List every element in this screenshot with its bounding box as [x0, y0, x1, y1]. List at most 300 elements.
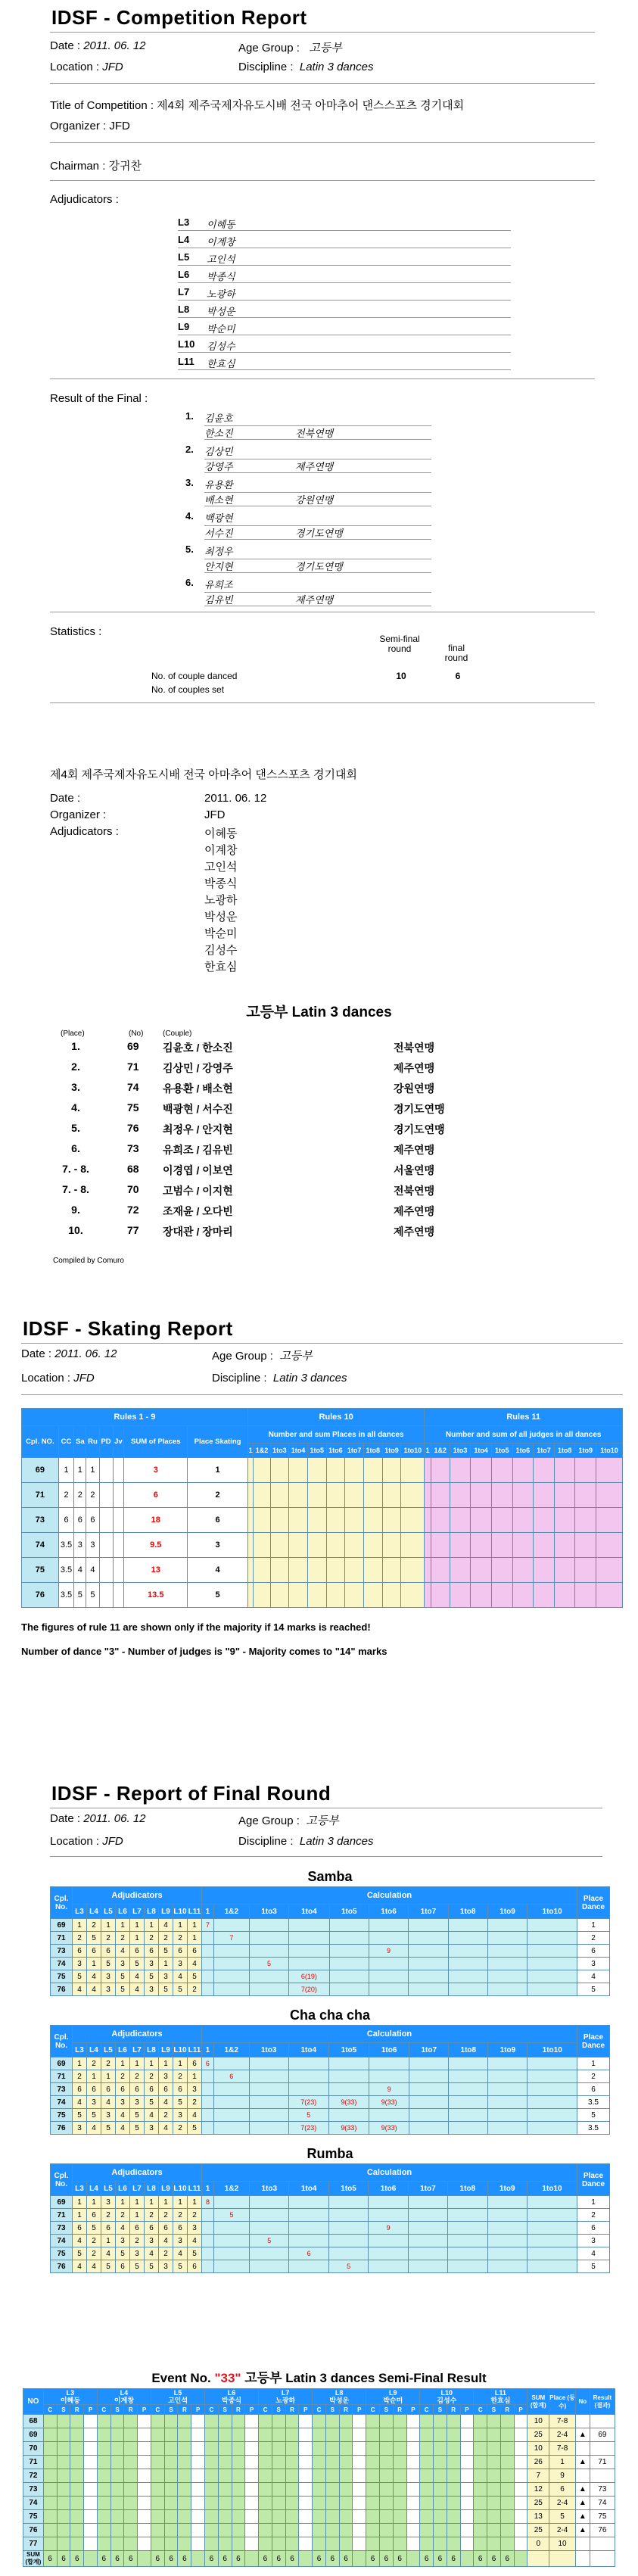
semi-mark-cell	[97, 2456, 110, 2469]
rules10-cell	[307, 1483, 326, 1508]
fr-age-label: Age Group :	[238, 1814, 300, 1827]
semi-dance-letter: R	[178, 2405, 191, 2415]
judge-mark: 3	[173, 2235, 188, 2247]
calc-cell	[289, 1958, 329, 1970]
rules11-cell	[596, 1533, 623, 1558]
semi-mark-cell	[164, 2497, 178, 2510]
skating-sa: 1	[74, 1458, 86, 1483]
semi-mark-cell	[325, 2524, 339, 2537]
semi-mark-cell	[339, 2483, 353, 2497]
semi-mark-cell	[110, 2483, 124, 2497]
semi-mark-cell	[285, 2415, 299, 2428]
semi-mark-cell	[313, 2497, 326, 2510]
judge-mark: 2	[101, 2209, 116, 2222]
semi-sum: 26	[528, 2456, 549, 2469]
result-entry	[185, 475, 435, 509]
semi-mark-cell	[339, 2456, 353, 2469]
semi-mark-cell	[420, 2497, 434, 2510]
semi-mark-cell	[245, 2524, 259, 2537]
dance-place: 3.5	[577, 2096, 610, 2109]
semi-place: 10	[549, 2537, 576, 2551]
judge-mark: 2	[145, 2209, 159, 2222]
semi-mark-cell	[151, 2469, 164, 2483]
semi-mark-cell	[366, 2469, 380, 2483]
semi-mark-cell	[285, 2469, 299, 2483]
judge-col-header: L3	[73, 1905, 87, 1919]
calc-cell	[449, 2122, 488, 2135]
judge-mark: 3	[116, 1958, 130, 1970]
calc-cell: 7(20)	[289, 1983, 329, 1996]
judge-mark: 1	[101, 2070, 116, 2083]
summary-couple: 유용환 / 배소현	[163, 1082, 233, 1095]
judge-col-header: L10	[173, 2043, 188, 2057]
judge-col-header: L10	[173, 1905, 188, 1919]
semi-sum: 25	[528, 2428, 549, 2442]
semi-mark-cell	[325, 2483, 339, 2497]
skating-row	[22, 1558, 623, 1583]
summary-adjudicator: 한효심	[204, 961, 238, 973]
semi-mark-cell	[353, 2497, 366, 2510]
rules11-cell	[431, 1533, 450, 1558]
semi-sum: 0	[528, 2537, 549, 2551]
semi-mark-cell	[339, 2510, 353, 2524]
rules10-cell	[326, 1558, 345, 1583]
semi-mark-cell	[393, 2483, 406, 2497]
judge-mark: 6	[87, 2209, 101, 2222]
semi-mark-cell	[379, 2497, 393, 2510]
semi-result: 75	[590, 2510, 615, 2524]
judge-mark: 4	[188, 2109, 202, 2122]
summary-no: 74	[127, 1081, 139, 1093]
semi-mark-cell	[500, 2456, 514, 2469]
calc-cell	[213, 2057, 249, 2070]
semi-mark-cell	[205, 2469, 219, 2483]
calc-cell	[449, 2057, 488, 2070]
calc-cell	[289, 1932, 329, 1945]
rules11-cell	[512, 1458, 534, 1483]
calc-cell	[449, 2096, 488, 2109]
sk-age-value: 고등부	[279, 1350, 313, 1363]
calc-cell	[249, 1970, 288, 1983]
dance-cpl-no: 74	[51, 2235, 73, 2247]
semi-judge-header	[259, 2389, 313, 2405]
calc-col-header: 1to7	[409, 1905, 448, 1919]
semi-mark-cell	[124, 2415, 138, 2428]
rules10-cell	[363, 1583, 382, 1608]
calc-cell	[369, 1970, 408, 1983]
calc-cell	[528, 1983, 577, 1996]
semi-dance-letter: R	[70, 2405, 84, 2415]
semi-mark-cell	[406, 2524, 420, 2537]
dance-place: 3.5	[577, 2122, 610, 2135]
semi-mark-cell	[353, 2510, 366, 2524]
semi-mark-cell	[313, 2510, 326, 2524]
semi-recall-mark: ▲	[575, 2497, 590, 2510]
semi-mark-cell	[205, 2483, 219, 2497]
rules11-cell	[575, 1583, 596, 1608]
semi-recall-mark: ▲	[575, 2456, 590, 2469]
semi-mark-cell	[406, 2415, 420, 2428]
calc-cell	[369, 2057, 409, 2070]
semi-mark-cell	[366, 2456, 380, 2469]
judge-mark: 1	[130, 2209, 145, 2222]
skating-col-header: Jv	[113, 1426, 124, 1458]
rules10-cell	[307, 1533, 326, 1558]
semi-mark-cell	[460, 2428, 474, 2442]
judge-mark: 5	[101, 2260, 116, 2273]
semi-mark-cell	[420, 2456, 434, 2469]
semi-mark-cell	[84, 2510, 98, 2524]
dance-cpl-no: 75	[51, 1970, 73, 1983]
judge-col-header: L4	[87, 2043, 101, 2057]
rules10-cell	[307, 1558, 326, 1583]
semi-mark-cell	[447, 2442, 460, 2456]
adjudicator-row	[178, 301, 511, 318]
result-entry	[185, 409, 435, 442]
semi-total-label: SUM (합계)	[23, 2551, 44, 2567]
place-col-header: 1	[425, 1444, 431, 1458]
semi-judge-code: L9	[388, 2389, 397, 2397]
rules11-cell	[425, 1533, 431, 1558]
judge-mark: 5	[188, 1970, 202, 1983]
judge-mark: 3	[159, 1970, 173, 1983]
fr-location-label: Location :	[50, 1835, 100, 1848]
rules11-cell	[425, 1558, 431, 1583]
calculation-header: Calculation	[202, 2164, 577, 2182]
judge-mark: 1	[173, 2057, 188, 2070]
judge-mark: 1	[87, 1958, 101, 1970]
semi-row	[23, 2428, 615, 2442]
rules11-cell	[512, 1558, 534, 1583]
calc-cell	[487, 1958, 527, 1970]
rules11-cell	[534, 1533, 555, 1558]
semi-mark-cell	[259, 2510, 272, 2524]
calc-cell	[250, 2196, 289, 2209]
semi-mark-cell	[178, 2483, 191, 2497]
summary-couple: 조재윤 / 오다빈	[163, 1205, 233, 1217]
rules11-cell	[431, 1483, 450, 1508]
calc-cell	[408, 2235, 447, 2247]
semi-mark-cell	[474, 2456, 487, 2469]
rules11-cell	[534, 1458, 555, 1483]
adjudicator-row	[178, 283, 511, 301]
summary-row	[0, 1224, 638, 1244]
semi-mark-cell	[97, 2497, 110, 2510]
summary-couple: 최정우 / 안지현	[163, 1123, 233, 1135]
semi-dance-letter: R	[232, 2405, 245, 2415]
semi-mark-cell	[366, 2415, 380, 2428]
semi-dance-letter: P	[406, 2405, 420, 2415]
calc-cell	[289, 2235, 328, 2247]
semi-mark-cell	[164, 2428, 178, 2442]
semi-mark-cell	[447, 2469, 460, 2483]
judge-mark: 3	[173, 1958, 188, 1970]
result-follower: 배소현	[204, 494, 233, 506]
skating-jv	[113, 1458, 124, 1483]
competition-label: Title of Competition :	[50, 99, 154, 112]
semi-mark-cell	[434, 2510, 447, 2524]
skating-sa: 5	[74, 1583, 86, 1608]
rules11-cell	[512, 1483, 534, 1508]
semi-mark-cell	[420, 2428, 434, 2442]
semi-mark-cell	[366, 2428, 380, 2442]
semi-mark-cell	[259, 2428, 272, 2442]
judge-mark: 1	[145, 1919, 159, 1932]
judge-col-header: L8	[145, 1905, 159, 1919]
semi-mark-cell	[299, 2483, 313, 2497]
dance-cpl-no: 69	[51, 2196, 73, 2209]
summary-organizer-value: JFD	[204, 808, 226, 821]
judge-mark: 3	[145, 2122, 159, 2135]
calc-cell: 9	[369, 2083, 409, 2096]
judge-mark: 3	[159, 2260, 173, 2273]
semi-judge-code: L4	[120, 2389, 129, 2397]
semi-total-cell: 6	[232, 2551, 245, 2567]
semi-result: 76	[590, 2524, 615, 2537]
result-underline	[204, 472, 431, 473]
semi-mark-cell	[70, 2456, 84, 2469]
skating-sum: 6	[124, 1483, 188, 1508]
semi-judge-name: 이계창	[114, 2397, 134, 2404]
adjudicator-name: 박순미	[207, 323, 235, 335]
judge-mark: 2	[173, 2070, 188, 2083]
calc-cell	[408, 2196, 447, 2209]
calc-cell	[328, 2235, 368, 2247]
calc-cell	[527, 2196, 577, 2209]
summary-row	[0, 1081, 638, 1101]
semi-mark-cell	[500, 2442, 514, 2456]
judge-mark: 6	[101, 2083, 116, 2096]
rules10-cell	[254, 1533, 270, 1558]
judge-mark: 5	[73, 1970, 87, 1983]
rules11-cell	[450, 1533, 471, 1558]
calc-col-header: 1to10	[528, 1905, 577, 1919]
semi-mark-cell	[110, 2497, 124, 2510]
adjudicator-name: 이계창	[207, 236, 235, 248]
semi-mark-cell	[232, 2415, 245, 2428]
fr-location-value: JFD	[102, 1835, 123, 1848]
calc-col-header: 1to7	[409, 2043, 449, 2057]
calc-cell	[328, 2057, 369, 2070]
semi-sum: 10	[528, 2442, 549, 2456]
semi-grid	[23, 2388, 615, 2567]
dance-cpl-no: 71	[51, 2209, 73, 2222]
summary-date-label: Date :	[50, 792, 81, 805]
rules10-cell	[289, 1458, 308, 1483]
semi-mark-cell	[460, 2497, 474, 2510]
judge-mark: 6	[116, 2260, 130, 2273]
rules10-cell	[382, 1583, 401, 1608]
judge-mark: 6	[188, 1945, 202, 1958]
summary-region: 경기도연맹	[394, 1123, 445, 1135]
result-underline	[204, 572, 431, 573]
result-place: 2.	[185, 444, 194, 455]
rules11-cell	[534, 1583, 555, 1608]
semi-mark-cell	[138, 2442, 151, 2456]
semi-mark-cell	[232, 2428, 245, 2442]
semi-mark-cell	[191, 2442, 205, 2456]
place-col-header: 1to8	[363, 1444, 382, 1458]
summary-couple: 장대관 / 장마리	[163, 1226, 233, 1238]
semi-mark-cell	[339, 2497, 353, 2510]
judge-mark: 6	[87, 1945, 101, 1958]
semi-mark-cell	[57, 2483, 70, 2497]
calc-cell	[213, 1970, 249, 1983]
place-col-header: 1to5	[491, 1444, 512, 1458]
col-no-header: (No)	[129, 1029, 144, 1038]
semi-mark-cell	[272, 2469, 285, 2483]
semi-place: 9	[549, 2469, 576, 2483]
calc-cell	[329, 1958, 369, 1970]
age-label: Age Group :	[238, 42, 300, 55]
semi-mark-cell	[339, 2442, 353, 2456]
semi-mark-cell	[393, 2456, 406, 2469]
semi-mark-cell	[299, 2537, 313, 2551]
judge-mark: 2	[159, 1932, 173, 1945]
rules11-cell	[554, 1458, 575, 1483]
semi-total-cell: 6	[420, 2551, 434, 2567]
rules11-cell	[575, 1458, 596, 1483]
semi-mark-cell	[406, 2456, 420, 2469]
semi-mark-cell	[353, 2469, 366, 2483]
rules11-cell	[471, 1508, 492, 1533]
skating-jv	[113, 1508, 124, 1533]
rules10-cell	[326, 1483, 345, 1508]
rules11-cell	[596, 1458, 623, 1483]
semi-mark-cell	[259, 2524, 272, 2537]
calc-cell: 9	[369, 2222, 408, 2235]
semi-judge-name: 박성운	[329, 2397, 350, 2404]
semi-mark-cell	[379, 2442, 393, 2456]
place-col-header: 1to3	[270, 1444, 289, 1458]
semi-dance-letter: C	[366, 2405, 380, 2415]
semi-judge-code: L3	[66, 2389, 75, 2397]
calc-cell	[249, 2083, 288, 2096]
result-leader: 최정우	[204, 546, 233, 557]
calc-cell: 6	[202, 2057, 214, 2070]
semi-total-cell: 6	[434, 2551, 447, 2567]
calc-col-header: 1&2	[213, 2043, 249, 2057]
semi-mark-cell	[124, 2469, 138, 2483]
summary-row	[0, 1061, 638, 1081]
judge-col-header: L8	[145, 2182, 159, 2196]
judge-mark: 2	[87, 2247, 101, 2260]
judge-mark: 5	[101, 2122, 116, 2135]
summary-heading: 고등부 Latin 3 dances	[246, 1005, 392, 1020]
calc-cell	[487, 2209, 527, 2222]
rules11-cell	[596, 1558, 623, 1583]
semi-mark-cell	[151, 2483, 164, 2497]
semi-total-cell	[460, 2551, 474, 2567]
rules11-cell	[471, 1558, 492, 1583]
adjudicator-code: L8	[178, 304, 190, 315]
place-col-header: 1to4	[471, 1444, 492, 1458]
place-col-header: 1to4	[289, 1444, 308, 1458]
skating-place: 5	[188, 1583, 247, 1608]
summary-no: 72	[127, 1204, 139, 1216]
result-place: 5.	[185, 544, 194, 555]
semi-mark-cell	[164, 2469, 178, 2483]
summary-region: 서울연맹	[394, 1164, 435, 1176]
judge-mark: 5	[173, 1983, 188, 1996]
semi-mark-cell	[138, 2483, 151, 2497]
rules10-cell	[289, 1483, 308, 1508]
semi-mark-cell	[84, 2524, 98, 2537]
dance-title: Samba	[307, 1869, 353, 1884]
calc-cell	[202, 2222, 214, 2235]
summary-row	[0, 1142, 638, 1163]
dance-title: Rumba	[307, 2146, 353, 2161]
semi-mark-cell	[138, 2510, 151, 2524]
dance-place: 4	[577, 2247, 610, 2260]
semi-dance-letter: R	[285, 2405, 299, 2415]
judge-mark: 5	[116, 1970, 130, 1983]
adjudicator-code: L6	[178, 269, 190, 280]
semi-mark-cell	[259, 2415, 272, 2428]
semi-result	[590, 2442, 615, 2456]
semi-recall-mark	[575, 2415, 590, 2428]
semi-place: 7-8	[549, 2415, 576, 2428]
calc-cell	[448, 1958, 487, 1970]
semi-result-header: Result (결과)	[590, 2389, 615, 2415]
semi-mark-cell	[299, 2428, 313, 2442]
competition-report	[0, 0, 638, 757]
judge-mark: 2	[116, 2209, 130, 2222]
judge-mark: 5	[116, 2247, 130, 2260]
dance-cpl-no: 74	[51, 2096, 73, 2109]
semi-sum: 10	[528, 2415, 549, 2428]
semi-mark-cell	[245, 2497, 259, 2510]
majority-note: Number of dance "3" - Number of judges is "9" - Majority comes to "14" marks	[21, 1646, 387, 1657]
rules11-cell	[534, 1558, 555, 1583]
semi-mark-cell	[474, 2469, 487, 2483]
semi-mark-cell	[474, 2497, 487, 2510]
calc-cell	[487, 1970, 527, 1983]
semi-result: 74	[590, 2497, 615, 2510]
dance-place: 6	[577, 1945, 610, 1958]
semi-mark-cell	[514, 2442, 528, 2456]
calc-col-header: 1to6	[369, 1905, 408, 1919]
sk-discipline-value: Latin 3 dances	[272, 1372, 347, 1385]
sk-location-value: JFD	[73, 1372, 95, 1385]
semi-mark-cell	[164, 2537, 178, 2551]
semi-mark-cell	[218, 2524, 232, 2537]
dance-place: 6	[577, 2083, 610, 2096]
semi-mark-cell	[43, 2456, 57, 2469]
calc-cell	[448, 2196, 487, 2209]
semi-mark-cell	[110, 2537, 124, 2551]
semi-mark-cell	[447, 2537, 460, 2551]
dance-place: 1	[577, 1919, 610, 1932]
adjudicators-header: Adjudicators	[73, 2026, 202, 2043]
summary-no: 76	[127, 1122, 139, 1134]
semi-total-cell: 6	[110, 2551, 124, 2567]
calc-col-header: 1&2	[213, 2182, 249, 2196]
judge-mark: 2	[173, 2209, 188, 2222]
calc-cell	[288, 2083, 328, 2096]
adjudicator-row	[178, 335, 511, 353]
semi-mark-cell	[70, 2442, 84, 2456]
judge-mark: 4	[188, 1958, 202, 1970]
semi-mark-cell	[43, 2524, 57, 2537]
judge-mark: 1	[145, 2196, 159, 2209]
semi-mark-cell	[285, 2537, 299, 2551]
semi-mark-cell	[325, 2415, 339, 2428]
semi-mark-cell	[232, 2497, 245, 2510]
final-title: IDSF - Report of Final Round	[51, 1782, 331, 1805]
judge-mark: 4	[130, 1970, 145, 1983]
semi-mark-cell	[57, 2469, 70, 2483]
